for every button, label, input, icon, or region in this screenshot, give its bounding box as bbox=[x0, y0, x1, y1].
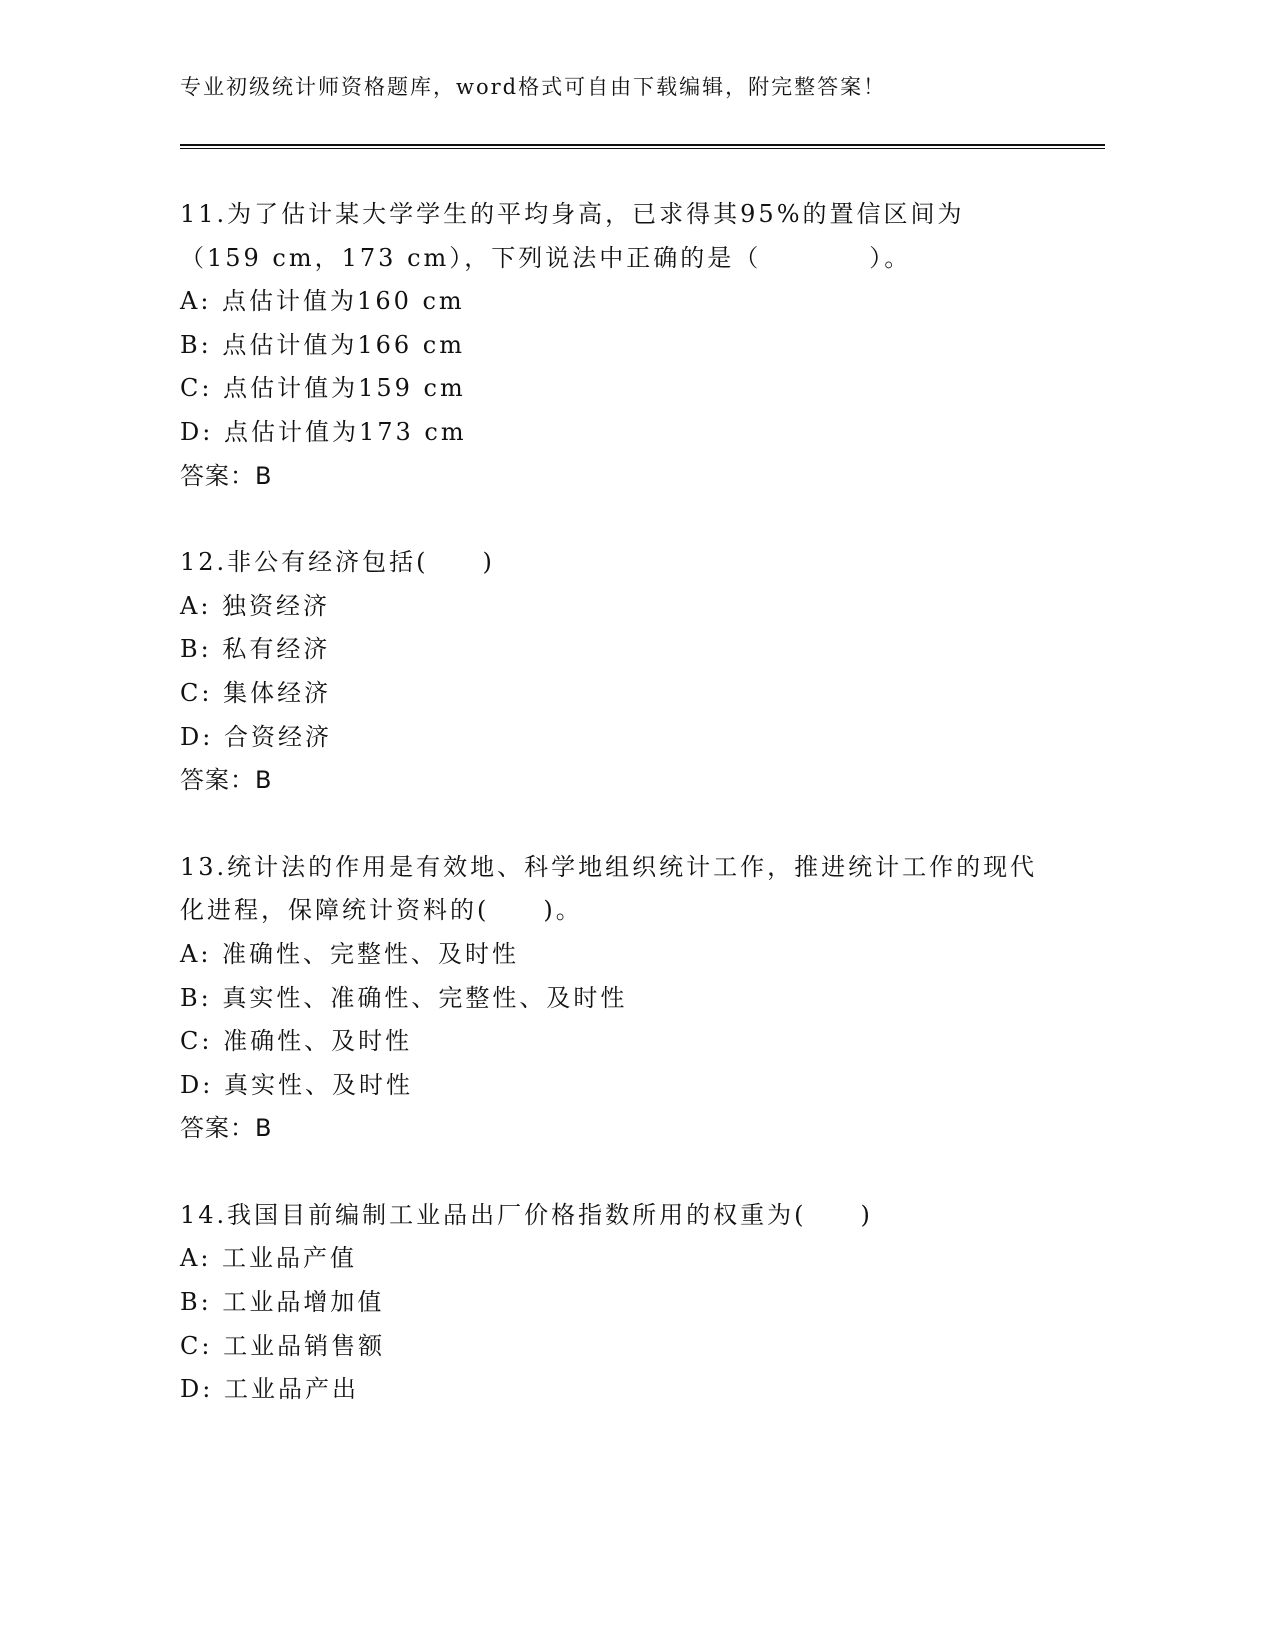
question-14 bbox=[180, 1194, 1040, 1412]
option-b: B: 点估计值为166 cm bbox=[180, 330, 465, 359]
question-stem: 13.统计法的作用是有效地、科学地组织统计工作，推进统计工作的现代化进程，保障统计资料的( )。 bbox=[180, 852, 1038, 925]
answer-label: 答案：B bbox=[180, 766, 273, 795]
page-header: 专业初级统计师资格题库，word格式可自由下载编辑，附完整答案！ bbox=[180, 75, 887, 99]
question-11 bbox=[180, 193, 1040, 498]
answer-label: 答案：B bbox=[180, 1114, 273, 1143]
option-c: C: 准确性、及时性 bbox=[180, 1027, 413, 1056]
option-b: B: 真实性、准确性、完整性、及时性 bbox=[180, 983, 628, 1012]
option-d: D: 点估计值为173 cm bbox=[180, 417, 467, 446]
option-b: B: 私有经济 bbox=[180, 635, 331, 664]
option-c: C: 点估计值为159 cm bbox=[180, 374, 466, 403]
question-stem: 14.我国目前编制工业品出厂价格指数所用的权重为( ) bbox=[180, 1200, 873, 1229]
answer-label: 答案：B bbox=[180, 461, 273, 490]
question-13 bbox=[180, 846, 1040, 1151]
option-d: D: 工业品产出 bbox=[180, 1375, 359, 1404]
question-stem: 11.为了估计某大学学生的平均身高，已求得其95%的置信区间为（159 cm，173 cm），下列说法中正确的是（ ）。 bbox=[180, 200, 965, 272]
question-12 bbox=[180, 541, 1040, 803]
option-a: A: 点估计值为160 cm bbox=[180, 287, 465, 316]
question-stem: 12.非公有经济包括( ) bbox=[180, 548, 495, 577]
option-c: C: 工业品销售额 bbox=[180, 1331, 386, 1360]
question-list bbox=[180, 193, 1040, 1455]
option-d: D: 真实性、及时性 bbox=[180, 1070, 413, 1099]
option-a: A: 准确性、完整性、及时性 bbox=[180, 939, 520, 968]
header-divider bbox=[180, 144, 1105, 149]
option-d: D: 合资经济 bbox=[180, 722, 332, 751]
option-b: B: 工业品增加值 bbox=[180, 1288, 385, 1317]
option-a: A: 独资经济 bbox=[180, 591, 331, 620]
option-c: C: 集体经济 bbox=[180, 678, 332, 707]
option-a: A: 工业品产值 bbox=[180, 1244, 358, 1273]
